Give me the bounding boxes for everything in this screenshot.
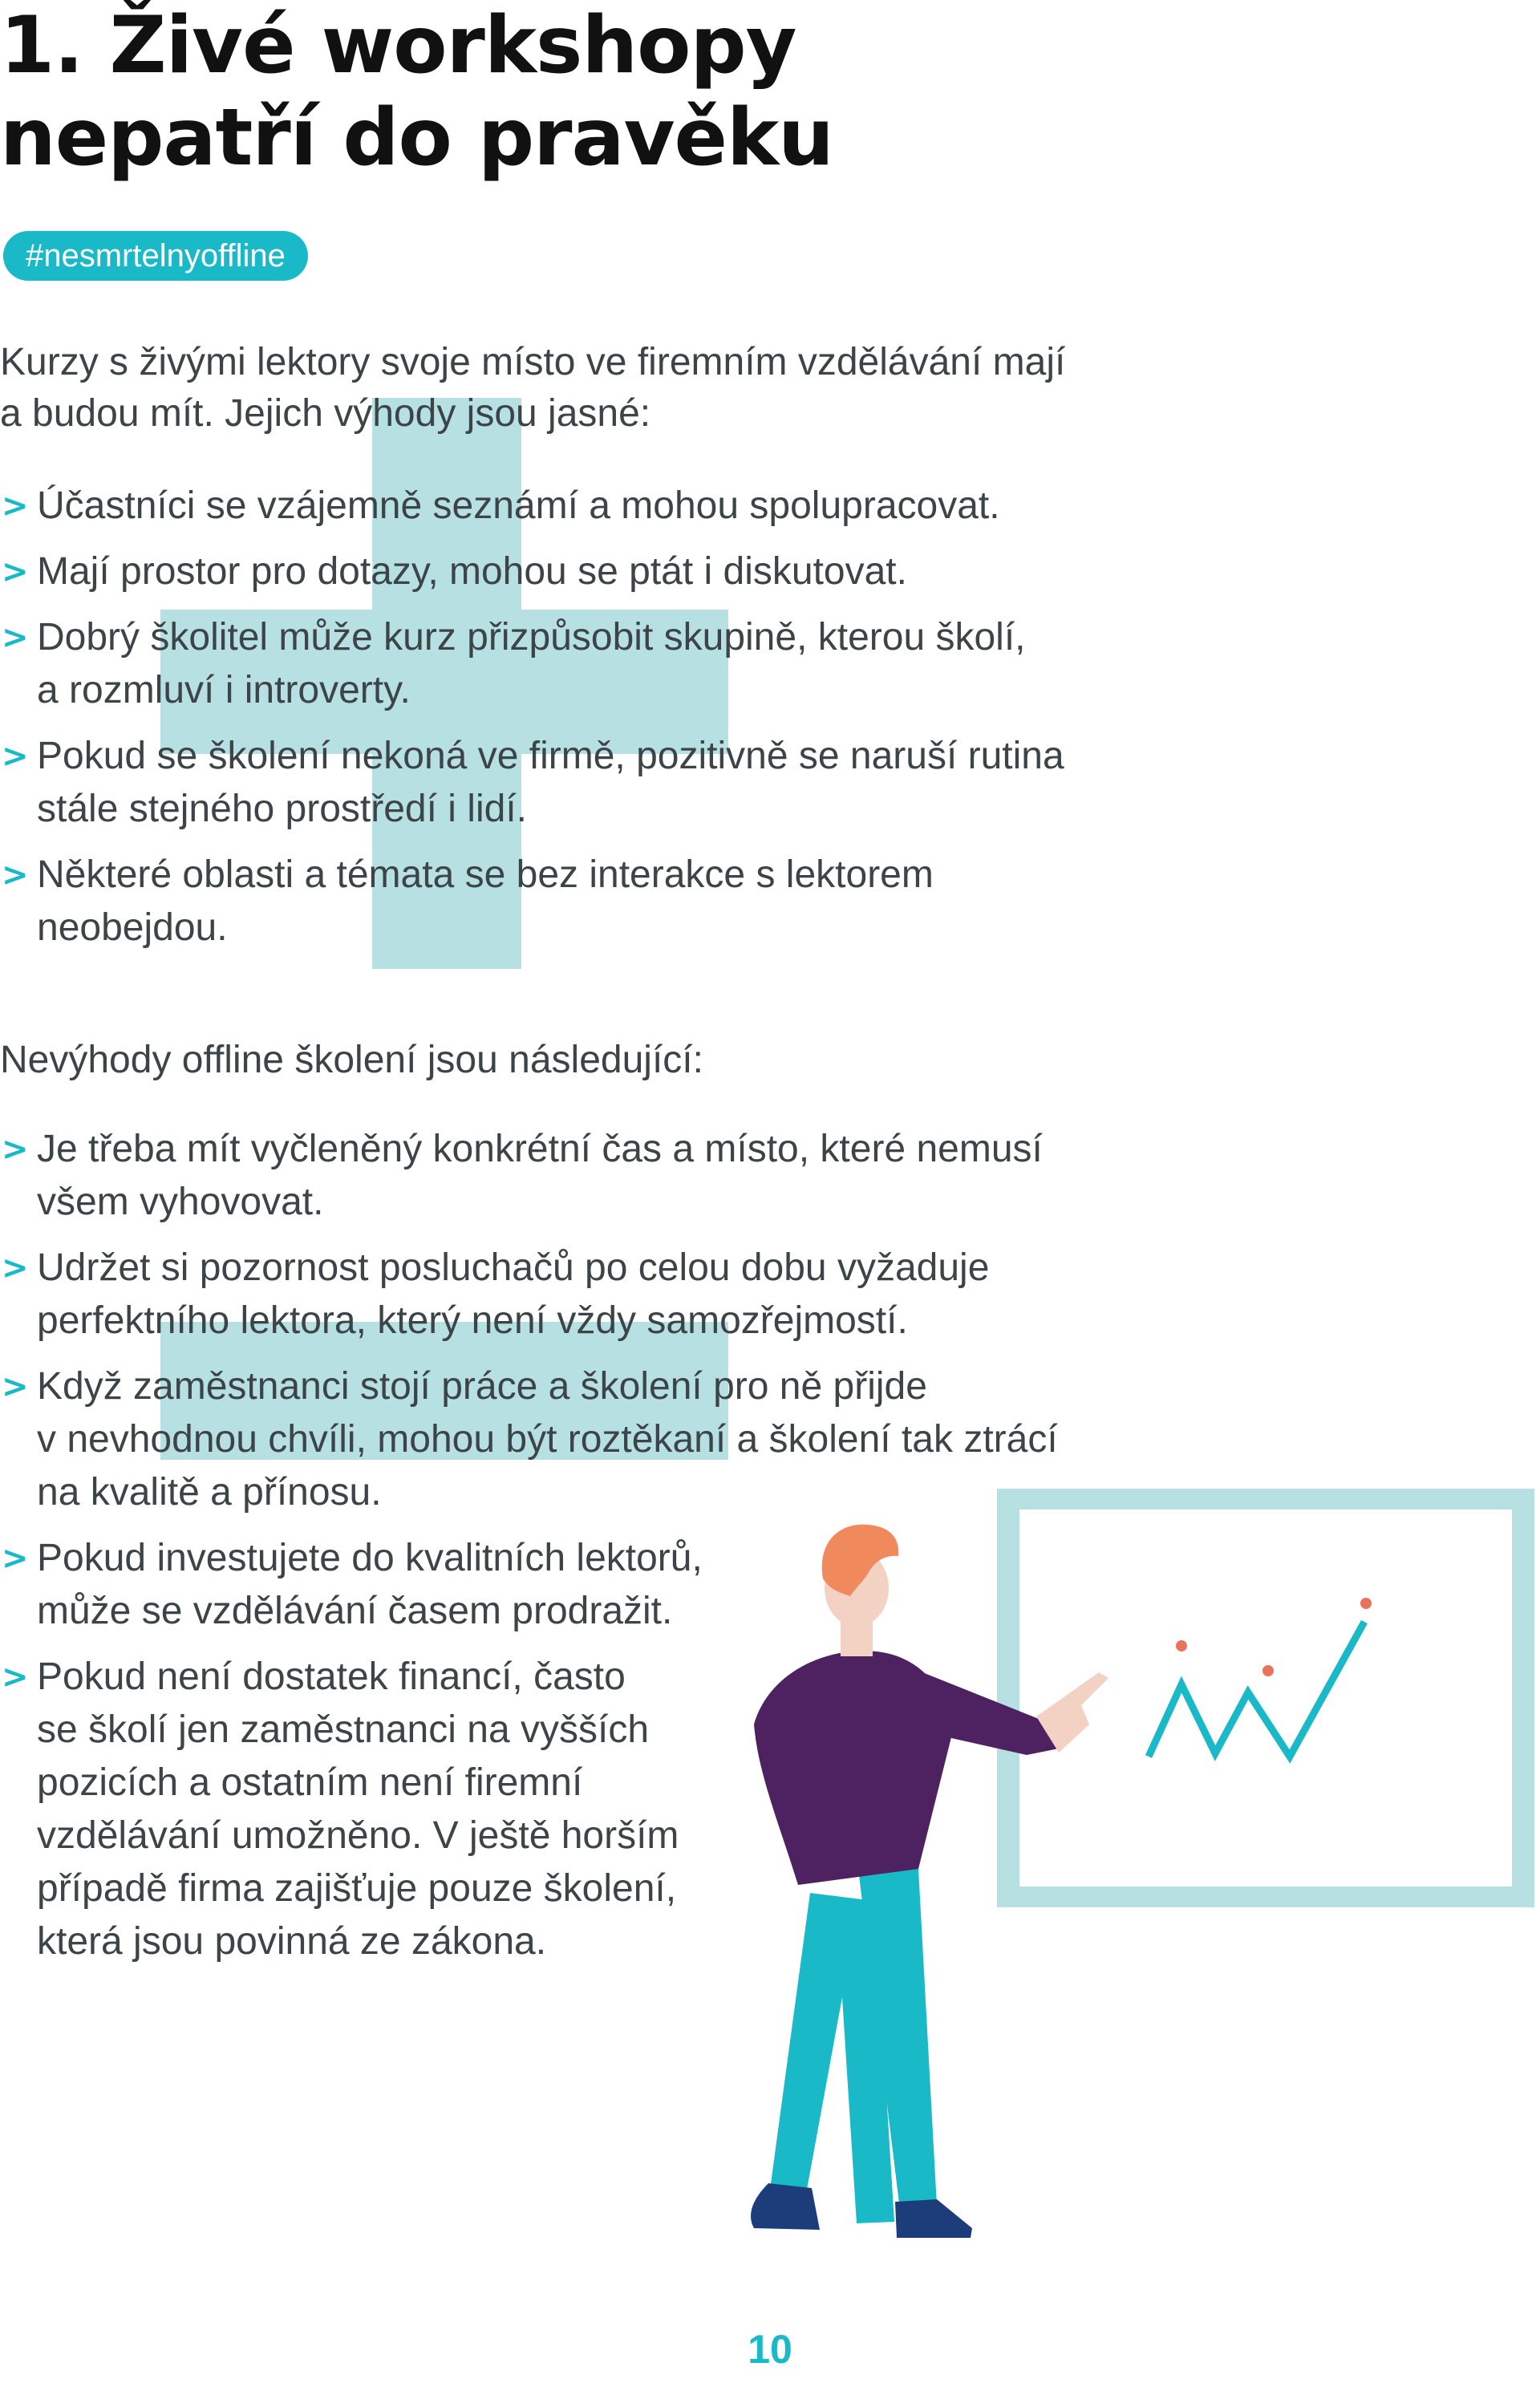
disadvantages-intro: Nevýhody offline školení jsou následující: [0, 1039, 703, 1081]
list-item-text: v nevhodnou chvíli, mohou být roztěkaní a školení tak ztrácí [37, 1418, 1058, 1461]
hashtag-badge[interactable]: #nesmrtelnyoffline [3, 231, 308, 281]
list-item-text: stále stejného prostředí i lidí. [37, 788, 527, 830]
advantages-list [0, 480, 1064, 967]
list-item [0, 1242, 1058, 1348]
intro-line-2: a budou mít. Jejich výhody jsou jasné: [0, 392, 651, 435]
chevron-right-icon: > [2, 1131, 29, 1168]
list-item-text: Pokud investujete do kvalitních lektorů, [37, 1537, 703, 1579]
list-item-text: Mají prostor pro dotazy, mohou se ptát i diskutovat. [37, 550, 907, 593]
person-shoe-left [751, 2183, 820, 2230]
person-shoe-right [895, 2199, 972, 2238]
list-item-text: vzdělávání umožněno. V ještě horším [37, 1814, 679, 1857]
list-item-text: perfektního lektora, který není vždy samozřejmostí. [37, 1299, 908, 1342]
list-item-text: Účastníci se vzájemně seznámí a mohou spolupracovat. [37, 484, 1000, 527]
chevron-right-icon: > [2, 738, 29, 775]
page-title [0, 0, 833, 184]
list-item-text: na kvalitě a přínosu. [37, 1471, 382, 1514]
list-item [0, 1123, 1058, 1229]
list-item [0, 730, 1064, 836]
intro-paragraph [0, 337, 1065, 440]
board-chart-dot [1262, 1665, 1274, 1676]
list-item-text: Udržet si pozornost posluchačů po celou dobu vyžaduje [37, 1246, 990, 1289]
board-chart-dot [1360, 1598, 1372, 1609]
list-item-text: se školí jen zaměstnanci na vyšších [37, 1708, 650, 1751]
chevron-right-icon: > [2, 1540, 29, 1577]
chevron-right-icon: > [2, 1659, 29, 1696]
list-item-text: může se vzdělávání časem prodražit. [37, 1590, 673, 1632]
list-item-text: a rozmluví i introverty. [37, 669, 411, 711]
chevron-right-icon: > [2, 1368, 29, 1405]
chevron-right-icon: > [2, 553, 29, 590]
page-title-line-2: nepatří do pravěku [0, 91, 833, 184]
presenter-illustration [722, 1484, 1540, 2270]
list-item-text: Dobrý školitel může kurz přizpůsobit skupině, kterou školí, [37, 616, 1026, 659]
board-chart-dot [1176, 1640, 1187, 1651]
list-item-text: všem vyhovovat. [37, 1181, 324, 1223]
chevron-right-icon: > [2, 619, 29, 656]
list-item-text: Některé oblasti a témata se bez interakce s lektorem [37, 853, 934, 896]
list-item-text: pozicích a ostatním není firemní [37, 1761, 583, 1804]
chevron-right-icon: > [2, 857, 29, 894]
whiteboard-surface [1019, 1510, 1512, 1886]
list-item [0, 611, 1064, 717]
list-item-text: případě firma zajišťuje pouze školení, [37, 1867, 677, 1910]
list-item-text: Pokud se školení nekoná ve firmě, pozitivně se naruší rutina [37, 735, 1064, 777]
intro-line-1: Kurzy s živými lektory svoje místo ve firemním vzdělávání mají [0, 341, 1066, 383]
list-item-text: Je třeba mít vyčleněný konkrétní čas a místo, které nemusí [37, 1128, 1043, 1170]
list-item-text: Když zaměstnanci stojí práce a školení pro ně přijde [37, 1365, 927, 1408]
list-item-text: neobejdou. [37, 906, 228, 949]
chevron-right-icon: > [2, 1250, 29, 1287]
list-item [0, 480, 1064, 533]
list-item [0, 545, 1064, 598]
page-title-line-1: 1. Živé workshopy [0, 0, 796, 91]
list-item-text: která jsou povinná ze zákona. [37, 1920, 547, 1963]
page-number: 10 [748, 2327, 792, 2372]
list-item-text: Pokud není dostatek financí, často [37, 1656, 626, 1698]
list-item [0, 849, 1064, 954]
chevron-right-icon: > [2, 488, 29, 525]
